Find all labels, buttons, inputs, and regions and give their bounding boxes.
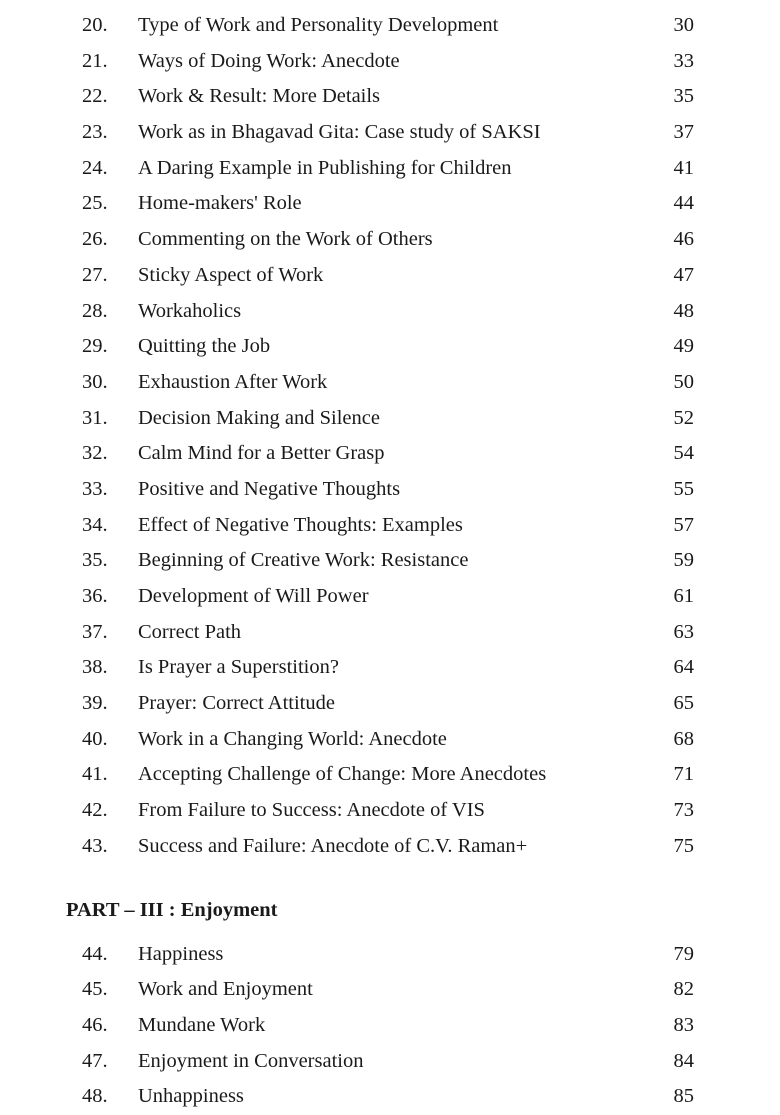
entry-page-number: 83 — [673, 1013, 694, 1036]
entry-number: 21. — [82, 49, 108, 72]
toc-entry — [0, 1079, 780, 1115]
toc-entry — [0, 1044, 780, 1080]
entry-title: Correct Path — [138, 620, 242, 643]
entry-number: 47. — [82, 1049, 108, 1072]
toc-list-part-two — [0, 8, 780, 865]
entry-number: 39. — [82, 692, 108, 715]
entry-number: 38. — [82, 656, 108, 679]
entry-number: 30. — [82, 370, 108, 393]
entry-number: 23. — [82, 121, 108, 144]
entry-number: 41. — [82, 763, 108, 786]
entry-page-number: 48 — [673, 299, 694, 322]
entry-page-number: 71 — [673, 763, 694, 786]
entry-page-number: 30 — [673, 14, 694, 36]
entry-page-number: 85 — [673, 1085, 694, 1108]
entry-page-number: 49 — [673, 335, 694, 358]
toc-entry — [0, 44, 780, 80]
entry-title: Success and Failure: Anecdote of C.V. Raman+ — [138, 834, 528, 857]
toc-entry — [0, 294, 780, 330]
entry-title: Workaholics — [138, 299, 242, 322]
entry-page-number: 65 — [673, 692, 694, 715]
toc-entry — [0, 543, 780, 579]
entry-page-number: 33 — [673, 49, 694, 72]
entry-number: 32. — [82, 442, 108, 465]
entry-title: Development of Will Power — [138, 585, 369, 607]
toc-entry — [0, 1008, 780, 1044]
toc-entry — [0, 972, 780, 1008]
entry-number: 34. — [82, 513, 108, 536]
entry-page-number: 59 — [673, 549, 694, 572]
entry-page-number: 35 — [673, 85, 694, 108]
entry-number: 35. — [82, 549, 108, 572]
entry-number: 29. — [82, 335, 108, 358]
part-three-heading: PART – III : Enjoyment — [66, 898, 278, 921]
entry-number: 42. — [82, 799, 108, 822]
entry-page-number: 79 — [673, 942, 694, 965]
entry-page-number: 47 — [673, 263, 694, 286]
toc-entry — [0, 579, 780, 615]
entry-title: Unhappiness — [138, 1085, 244, 1108]
entry-page-number: 82 — [673, 978, 694, 1001]
entry-number: 48. — [82, 1085, 108, 1108]
entry-title: Commenting on the Work of Others — [138, 228, 433, 251]
entry-page-number: 68 — [673, 727, 694, 750]
toc-entry — [0, 401, 780, 437]
toc-entry — [0, 686, 780, 722]
entry-title: Work as in Bhagavad Gita: Case study of SAKSI — [138, 121, 541, 144]
toc-entry — [0, 829, 780, 865]
entry-number: 36. — [82, 585, 108, 607]
entry-number: 31. — [82, 406, 108, 429]
toc-entry — [0, 793, 780, 829]
toc-entry — [0, 757, 780, 793]
entry-number: 20. — [82, 14, 108, 36]
entry-title: From Failure to Success: Anecdote of VIS — [138, 799, 485, 822]
toc-entry — [0, 615, 780, 651]
entry-title: Type of Work and Personality Development — [138, 14, 499, 36]
toc-entry — [0, 937, 780, 973]
entry-title: Ways of Doing Work: Anecdote — [138, 49, 400, 72]
entry-page-number: 64 — [673, 656, 694, 679]
entry-title: Is Prayer a Superstition? — [138, 656, 339, 679]
toc-entry — [0, 115, 780, 151]
toc-list-part-three — [0, 937, 780, 1115]
entry-title: Enjoyment in Conversation — [138, 1049, 364, 1072]
entry-page-number: 84 — [673, 1049, 694, 1072]
toc-entry — [0, 79, 780, 115]
entry-page-number: 54 — [673, 442, 694, 465]
toc-entry — [0, 8, 780, 44]
entry-number: 44. — [82, 942, 108, 965]
entry-title: Happiness — [138, 942, 224, 965]
entry-page-number: 52 — [673, 406, 694, 429]
entry-number: 45. — [82, 978, 108, 1001]
entry-page-number: 75 — [673, 834, 694, 857]
entry-title: Sticky Aspect of Work — [138, 263, 324, 286]
entry-number: 40. — [82, 727, 108, 750]
entry-page-number: 61 — [673, 585, 694, 607]
entry-title: Positive and Negative Thoughts — [138, 477, 401, 500]
toc-entry — [0, 186, 780, 222]
entry-title: A Daring Example in Publishing for Children — [138, 156, 512, 179]
entry-number: 24. — [82, 156, 108, 179]
toc-entry — [0, 436, 780, 472]
toc-entry — [0, 222, 780, 258]
entry-number: 25. — [82, 192, 108, 215]
toc-entry — [0, 329, 780, 365]
entry-title: Accepting Challenge of Change: More Anecdotes — [138, 763, 547, 786]
entry-title: Beginning of Creative Work: Resistance — [138, 549, 469, 572]
entry-title: Work in a Changing World: Anecdote — [138, 727, 447, 750]
entry-page-number: 55 — [673, 477, 694, 500]
entry-page-number: 63 — [673, 620, 694, 643]
entry-number: 27. — [82, 263, 108, 286]
entry-page-number: 50 — [673, 370, 694, 393]
entry-title: Home-makers' Role — [138, 192, 302, 215]
entry-page-number: 44 — [673, 192, 694, 215]
entry-number: 22. — [82, 85, 108, 108]
entry-title: Calm Mind for a Better Grasp — [138, 442, 385, 465]
entry-page-number: 57 — [673, 513, 694, 536]
entry-title: Work & Result: More Details — [138, 85, 381, 108]
entry-title: Work and Enjoyment — [138, 978, 313, 1001]
entry-title: Decision Making and Silence — [138, 406, 380, 429]
entry-number: 28. — [82, 299, 108, 322]
table-of-contents — [0, 8, 780, 1115]
entry-title: Effect of Negative Thoughts: Examples — [138, 513, 463, 536]
toc-entry — [0, 650, 780, 686]
toc-entry — [0, 722, 780, 758]
toc-entry — [0, 258, 780, 294]
entry-page-number: 46 — [673, 228, 694, 251]
toc-entry — [0, 365, 780, 401]
entry-page-number: 41 — [673, 156, 694, 179]
entry-page-number: 73 — [673, 799, 694, 822]
entry-number: 33. — [82, 477, 108, 500]
entry-title: Prayer: Correct Attitude — [138, 692, 335, 715]
entry-number: 43. — [82, 834, 108, 857]
toc-entry — [0, 472, 780, 508]
entry-page-number: 37 — [673, 121, 694, 144]
toc-entry — [0, 151, 780, 187]
entry-title: Quitting the Job — [138, 335, 271, 358]
entry-number: 46. — [82, 1013, 108, 1036]
entry-title: Mundane Work — [138, 1013, 266, 1036]
entry-title: Exhaustion After Work — [138, 370, 328, 393]
entry-number: 37. — [82, 620, 108, 643]
entry-number: 26. — [82, 228, 108, 251]
toc-entry — [0, 508, 780, 544]
